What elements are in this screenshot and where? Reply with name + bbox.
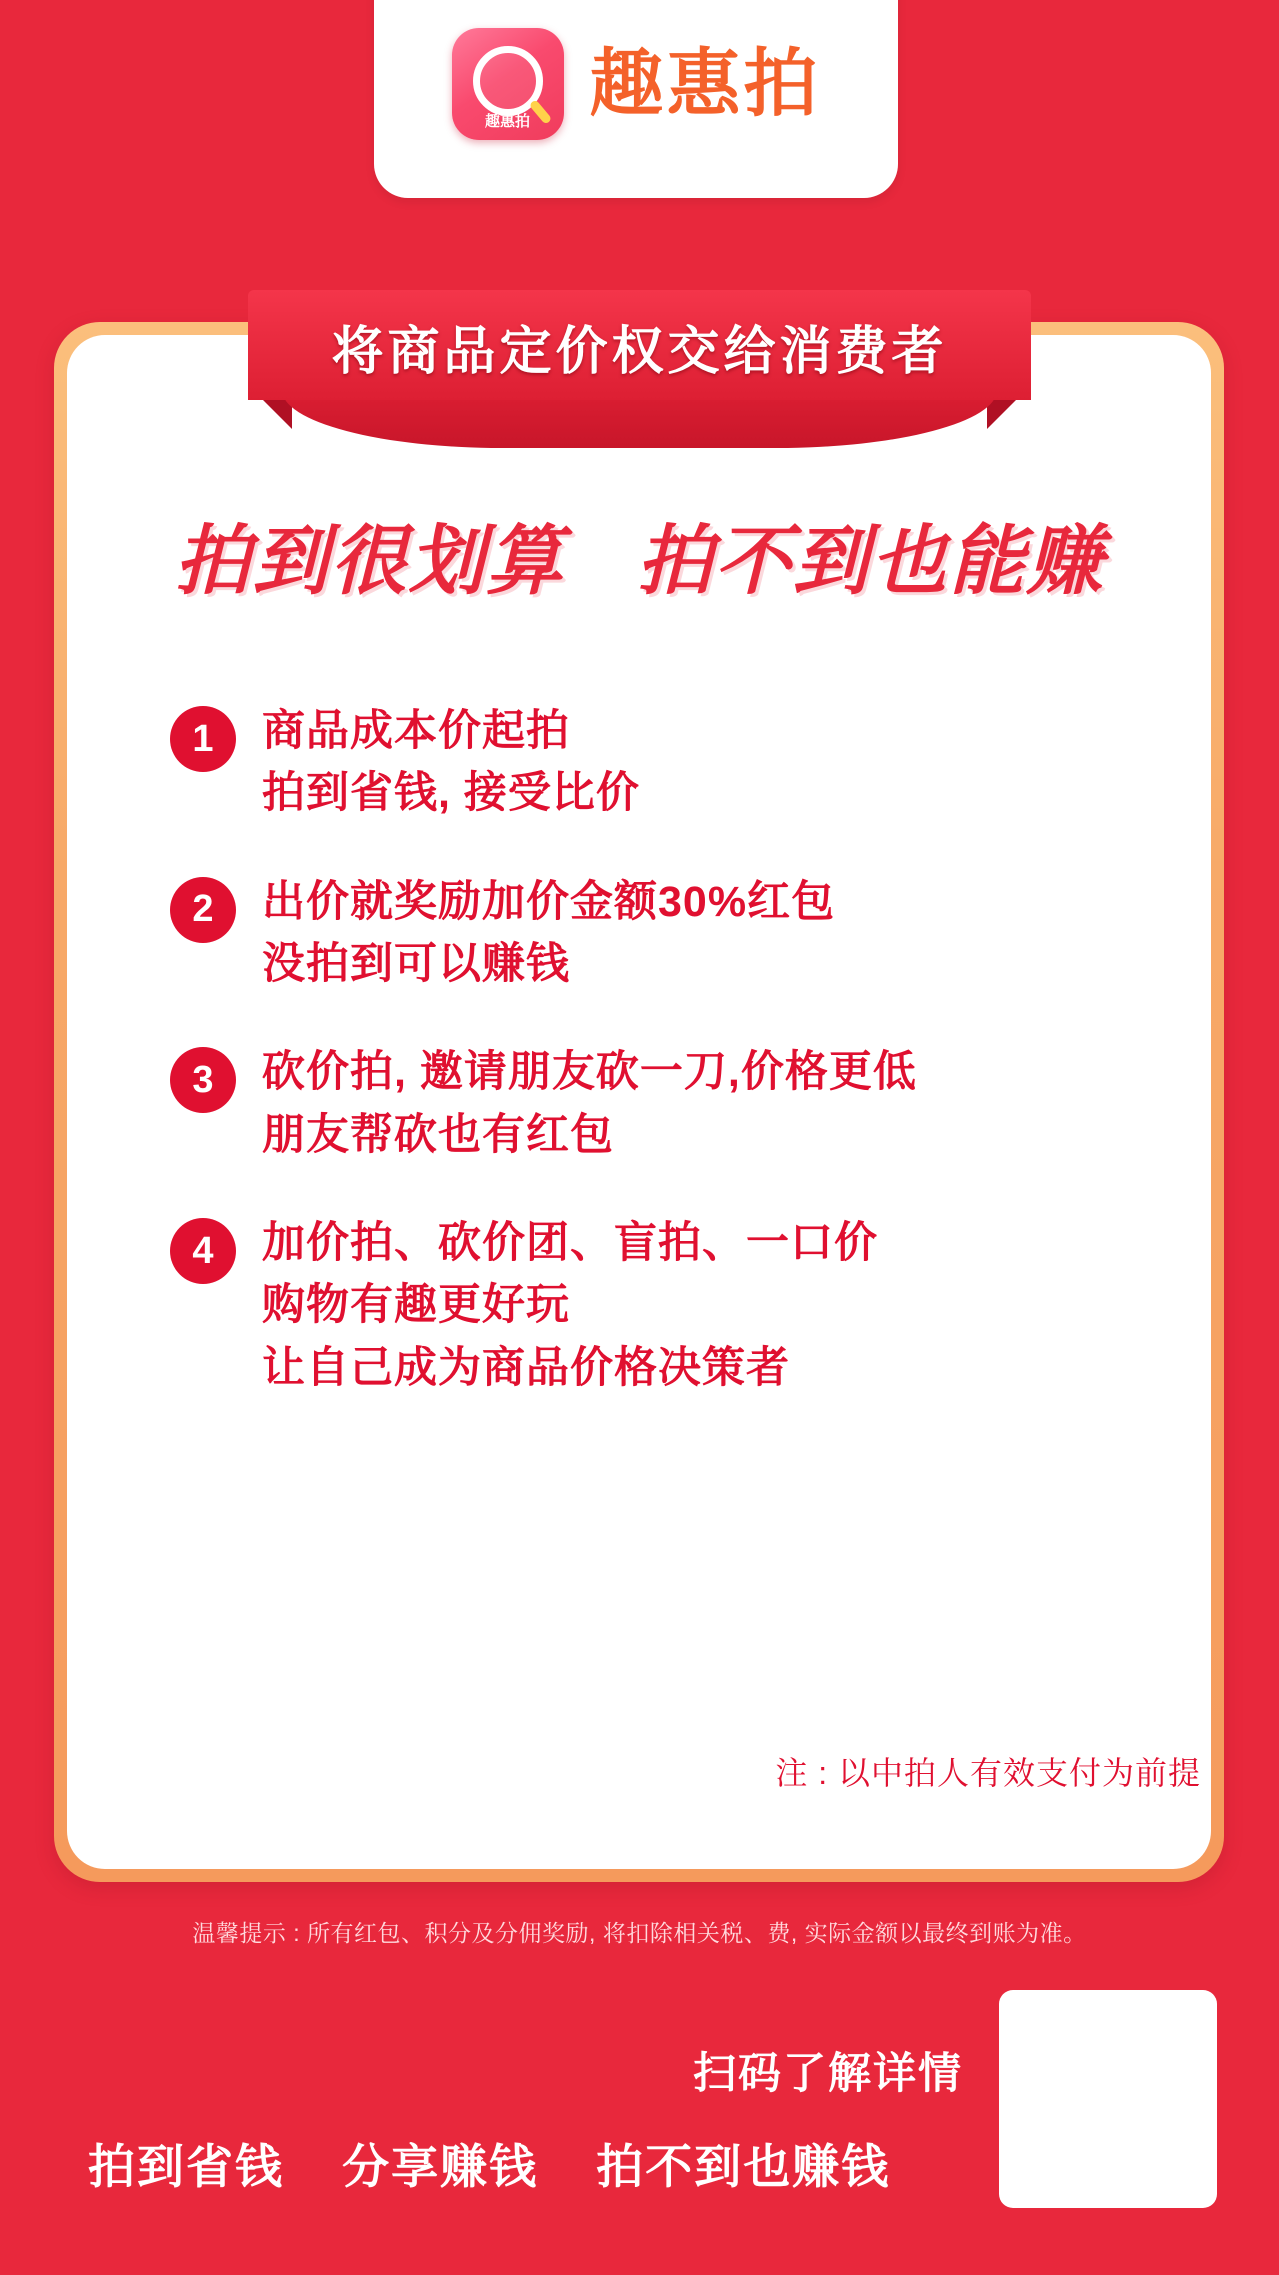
list-item-text: [262, 1041, 917, 1166]
list-number-badge: 2: [170, 877, 236, 943]
ribbon-banner: [248, 290, 1031, 435]
list-line: 拍到省钱, 接受比价: [262, 769, 640, 818]
slogan-part-1: 拍到省钱: [88, 2140, 284, 2193]
brand-wordmark: 趣惠拍: [589, 42, 821, 125]
headline-left: 拍到很划算: [174, 519, 565, 604]
qr-code[interactable]: [999, 1990, 1217, 2208]
list-number-badge: 3: [170, 1047, 236, 1113]
footer-slogan: [88, 2130, 890, 2197]
feature-list: [170, 700, 1130, 1445]
list-item-text: [262, 871, 835, 996]
list-line: 出价就奖励加价金额30%红包: [262, 877, 836, 926]
list-line: 让自己成为商品价格决策者: [262, 1343, 790, 1392]
list-item: [170, 871, 1130, 996]
list-line: 砍价拍, 邀请朋友砍一刀,价格更低: [262, 1048, 917, 1097]
list-item-text: [262, 1212, 878, 1399]
list-item: [170, 1041, 1130, 1166]
list-line: 购物有趣更好玩: [262, 1281, 570, 1330]
page-title: [0, 500, 1279, 609]
slogan-part-2: 分享赚钱: [342, 2140, 539, 2193]
slogan-part-3: 拍不到也赚钱: [596, 2140, 891, 2193]
scan-hint: 扫码了解详情: [693, 2050, 963, 2098]
list-line: 加价拍、砍价团、盲拍、一口价: [262, 1219, 878, 1268]
list-item: [170, 1212, 1130, 1399]
tip-text: 温馨提示 : 所有红包、积分及分佣奖励, 将扣除相关税、费, 实际金额以最终到账为准。: [192, 1920, 1087, 1946]
panel-note: 注 : 以中拍人有效支付为前提: [775, 1755, 1201, 1791]
logo-mark-text: 趣惠拍: [484, 113, 530, 130]
list-item-text: [262, 700, 640, 825]
list-line: 朋友帮砍也有红包: [262, 1110, 614, 1159]
list-number-badge: 4: [170, 1218, 236, 1284]
headline-right: 拍不到也能赚: [636, 519, 1105, 604]
magnifier-icon: [473, 46, 543, 116]
list-line: 商品成本价起拍: [262, 707, 570, 755]
list-item: [170, 700, 1130, 825]
ribbon-title: 将商品定价权交给消费者: [331, 322, 948, 381]
list-number-badge: 1: [170, 706, 236, 772]
list-line: 没拍到可以赚钱: [262, 940, 570, 989]
logo-card: [374, 0, 898, 198]
app-logo-icon: [452, 28, 564, 140]
